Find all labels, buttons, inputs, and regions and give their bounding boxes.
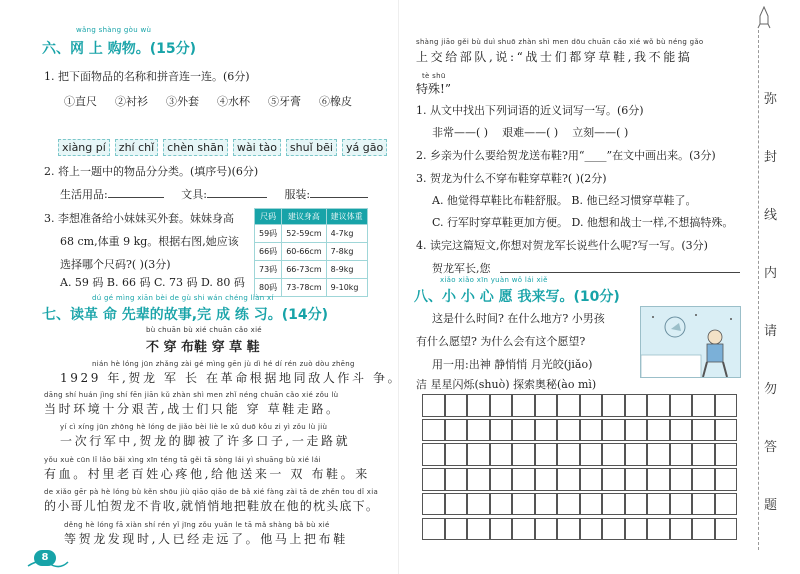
cell: 66码 (255, 243, 282, 261)
grid-cell[interactable] (715, 443, 738, 466)
grid-cell[interactable] (557, 419, 580, 442)
seal-line (758, 30, 759, 550)
grid-cell[interactable] (490, 493, 513, 516)
grid-cell[interactable] (715, 468, 738, 491)
grid-cell[interactable] (625, 518, 648, 541)
pinyin-box: xiàng pí (58, 139, 110, 156)
s8-line3: 用一用:出神 静悄悄 月光皎(jiǎo) (432, 358, 593, 371)
table-row (255, 225, 368, 243)
s6-categories (60, 186, 368, 202)
cell: 8-9kg (326, 261, 367, 279)
synonyms (432, 124, 628, 140)
grid-cell[interactable] (715, 419, 738, 442)
cell: 80码 (255, 279, 282, 297)
grid-cell[interactable] (580, 394, 603, 417)
grid-cell[interactable] (625, 468, 648, 491)
s6-q2: 2. 将上一题中的物品分分类。(填序号)(6分) (44, 165, 259, 178)
pinyin-box: wài tào (233, 139, 281, 156)
grid-cell[interactable] (580, 419, 603, 442)
grid-cell[interactable] (445, 468, 468, 491)
story-line: 有血。村里老百姓心疼他,给他送来一 双 布鞋。来 (44, 467, 370, 481)
table-row (255, 261, 368, 279)
margin-char: 勿 (764, 382, 778, 397)
story-title: 不 穿 布鞋 穿 草 鞋 (146, 340, 260, 355)
grid-cell[interactable] (692, 419, 715, 442)
grid-cell[interactable] (490, 394, 513, 417)
grid-cell[interactable] (535, 468, 558, 491)
size-table (254, 208, 368, 297)
grid-cell[interactable] (580, 493, 603, 516)
grid-cell[interactable] (557, 518, 580, 541)
story-line: 当时环境十分艰苦,战士们只能 穿 草鞋走路。 (44, 402, 341, 416)
grid-cell[interactable] (602, 518, 625, 541)
grid-cell[interactable] (647, 443, 670, 466)
grid-cell[interactable] (535, 518, 558, 541)
grid-cell[interactable] (625, 443, 648, 466)
story-line: 1929 年,贺龙 军 长 在革命根据地同敌人作斗 争。 (60, 371, 403, 385)
grid-cell[interactable] (670, 394, 693, 417)
item-4: ④水杯 (217, 95, 250, 108)
s6-items (64, 93, 352, 109)
grid-cell[interactable] (535, 394, 558, 417)
s7-q3: 3. 贺龙为什么不穿布鞋穿草鞋?( )(2分) (416, 172, 607, 185)
synonym-blank[interactable]: 非常——( ) (432, 126, 489, 139)
grid-cell[interactable] (512, 518, 535, 541)
grid-cell[interactable] (715, 493, 738, 516)
story-title-pinyin: bù chuān bù xié chuān cǎo xié (146, 326, 262, 334)
grid-cell[interactable] (512, 493, 535, 516)
grid-cell[interactable] (670, 518, 693, 541)
grid-cell[interactable] (715, 518, 738, 541)
grid-cell[interactable] (602, 419, 625, 442)
grid-cell[interactable] (445, 419, 468, 442)
margin-char: 线 (764, 208, 778, 223)
size-table-header (255, 209, 368, 225)
page-divider (398, 0, 399, 574)
grid-cell[interactable] (602, 394, 625, 417)
item-2: ②衬衫 (115, 95, 148, 108)
grid-cell[interactable] (625, 419, 648, 442)
grid-cell[interactable] (512, 443, 535, 466)
s6-q3-line2: 68 cm,体重 9 kg。根据右图,她应该 (60, 235, 239, 248)
grid-cell[interactable] (670, 493, 693, 516)
grid-cell[interactable] (490, 518, 513, 541)
grid-cell[interactable] (467, 493, 490, 516)
cell: 60-66cm (282, 243, 326, 261)
grid-cell[interactable] (580, 443, 603, 466)
grid-cell[interactable] (692, 468, 715, 491)
grid-cell[interactable] (535, 493, 558, 516)
cell: 4-7kg (326, 225, 367, 243)
cell: 7-8kg (326, 243, 367, 261)
grid-cell[interactable] (535, 443, 558, 466)
grid-cell[interactable] (422, 419, 445, 442)
story-line: 等贺龙发现时,人已经走远了。他马上把布鞋 (64, 532, 348, 546)
pinyin-boxes (58, 136, 392, 156)
cell: 59码 (255, 225, 282, 243)
grid-cell[interactable] (557, 493, 580, 516)
item-3: ③外套 (166, 95, 199, 108)
grid-cell[interactable] (692, 443, 715, 466)
grid-cell[interactable] (647, 394, 670, 417)
section8-title: 八、小 小 心 愿 我来写。(10分) (414, 289, 620, 305)
s7-q3-options-cd: C. 行军时穿草鞋更加方便。 D. 他想和战士一样,不想搞特殊。 (432, 216, 734, 229)
section6-pinyin: wǎng shàng gòu wù (76, 26, 152, 34)
grid-cell[interactable] (422, 394, 445, 417)
grid-cell[interactable] (602, 443, 625, 466)
grid-cell[interactable] (580, 518, 603, 541)
grid-cell[interactable] (467, 443, 490, 466)
pinyin-box: chèn shān (163, 139, 228, 156)
answer-blank[interactable] (310, 197, 368, 198)
cont-pinyin: tè shū (422, 72, 446, 80)
grid-cell[interactable] (625, 394, 648, 417)
s8-line2: 有什么愿望? 为什么会有这个愿望? (416, 335, 586, 348)
grid-cell[interactable] (602, 493, 625, 516)
cat-daily: 生活用品: (60, 188, 108, 201)
item-6: ⑥橡皮 (319, 95, 352, 108)
grid-cell[interactable] (692, 493, 715, 516)
cell: 73-78cm (282, 279, 326, 297)
synonym-blank[interactable]: 立刻——( ) (572, 126, 629, 139)
s6-q3-line1: 3. 李想准备给小妹妹买外套。妹妹身高 (44, 212, 234, 225)
grid-cell[interactable] (715, 394, 738, 417)
pinyin-box: zhí chǐ (115, 139, 158, 156)
grid-cell[interactable] (535, 419, 558, 442)
grid-cell[interactable] (647, 518, 670, 541)
story-line: 的小哥儿怕贺龙不肯收,就悄悄地把鞋放在他的枕头底下。 (44, 499, 380, 513)
pinyin-box: yá gāo (342, 139, 387, 156)
section7-pinyin: dú gé mìng xiān bèi de gù shi wán chéng liàn xí (92, 294, 274, 302)
cell: 66-73cm (282, 261, 326, 279)
cont-line: 特殊!” (416, 82, 451, 96)
cont-line: 上交给部队,说:“战士们都穿草鞋,我不能搞 (416, 50, 693, 64)
grid-cell[interactable] (467, 394, 490, 417)
col-header: 建议身高 (282, 209, 326, 225)
page-number: 8 (34, 550, 56, 566)
story-pinyin: de xiǎo gēr pà hè lóng bù kěn shōu jiù qiāo qiāo de bǎ xié fàng zài tā de zhěn tou dǐ xia (44, 488, 379, 496)
grid-cell[interactable] (422, 468, 445, 491)
s7-q4: 4. 读完这篇短文,你想对贺龙军长说些什么呢?写一写。(3分) (416, 239, 708, 252)
grid-cell[interactable] (445, 394, 468, 417)
grid-cell[interactable] (422, 518, 445, 541)
margin-char: 内 (764, 266, 778, 281)
grid-cell[interactable] (647, 419, 670, 442)
cat-stationery: 文具: (181, 188, 207, 201)
item-5: ⑤牙膏 (268, 95, 301, 108)
margin-char: 请 (764, 324, 778, 339)
margin-char: 封 (764, 150, 778, 165)
s7-q3-options-ab: A. 他觉得草鞋比布鞋舒服。 B. 他已经习惯穿草鞋了。 (432, 194, 697, 207)
s6-q3-line3: 选择哪个尺码?( )(3分) (60, 258, 171, 271)
grid-cell[interactable] (602, 468, 625, 491)
cell: 73码 (255, 261, 282, 279)
s6-q3-options: A. 59 码 B. 66 码 C. 73 码 D. 80 码 (60, 276, 245, 289)
grid-cell[interactable] (490, 419, 513, 442)
margin-char: 弥 (764, 92, 778, 107)
grid-cell[interactable] (647, 468, 670, 491)
s6-q1: 1. 把下面物品的名称和拼音连一连。(6分) (44, 70, 250, 83)
answer-blank[interactable] (108, 197, 164, 198)
grid-cell[interactable] (445, 493, 468, 516)
s8-line4: 洁 星星闪烁(shuò) 探索奥秘(ào mì) (416, 378, 597, 391)
grid-cell[interactable] (557, 443, 580, 466)
grid-cell[interactable] (467, 468, 490, 491)
s7-q2: 2. 乡亲为什么要给贺龙送布鞋?用“____”在文中画出来。(3分) (416, 149, 716, 162)
grid-cell[interactable] (692, 394, 715, 417)
grid-cell[interactable] (625, 493, 648, 516)
story-line: 一次行军中,贺龙的脚被了许多口子,一走路就 (60, 434, 351, 448)
story-pinyin: yǒu xuè cūn lǐ lǎo bǎi xìng xīn téng tā gěi tā sòng lái yì shuāng bù xié lái (44, 456, 321, 464)
cat-clothes: 服装: (284, 188, 311, 201)
col-header: 建议体重 (326, 209, 367, 225)
table-row (255, 243, 368, 261)
cont-pinyin: shàng jiāo gěi bù duì shuō zhàn shì men dōu chuān cǎo xié wǒ bù néng gǎo (416, 38, 704, 46)
col-header: 尺码 (255, 209, 282, 225)
grid-cell[interactable] (670, 468, 693, 491)
grid-cell[interactable] (445, 443, 468, 466)
night-window-illustration-icon (641, 307, 741, 378)
grid-cell[interactable] (467, 518, 490, 541)
pinyin-box: shuǐ bēi (286, 139, 337, 156)
grid-cell[interactable] (422, 493, 445, 516)
margin-char: 题 (764, 498, 778, 513)
grid-cell[interactable] (467, 419, 490, 442)
grid-cell[interactable] (512, 468, 535, 491)
grid-cell[interactable] (512, 419, 535, 442)
grid-cell[interactable] (557, 468, 580, 491)
grid-cell[interactable] (670, 419, 693, 442)
grid-cell[interactable] (670, 443, 693, 466)
story-pinyin: děng hè lóng fā xiàn shí rén yǐ jīng zǒu yuǎn le tā mǎ shàng bǎ bù xié (64, 521, 330, 529)
grid-cell[interactable] (580, 468, 603, 491)
section7-title: 七、读革 命 先辈的故事,完 成 练 习。(14分) (42, 307, 328, 323)
section6-title: 六、网 上 购物。(15分) (42, 41, 197, 57)
cell: 52-59cm (282, 225, 326, 243)
grid-cell[interactable] (490, 468, 513, 491)
grid-cell[interactable] (422, 443, 445, 466)
section8-pinyin: xiǎo xiǎo xīn yuàn wǒ lái xiě (440, 276, 548, 284)
synonym-blank[interactable]: 艰难——( ) (502, 126, 559, 139)
grid-cell[interactable] (692, 518, 715, 541)
answer-blank[interactable] (207, 197, 267, 198)
story-pinyin: nián hè lóng jūn zhǎng zài gé mìng gēn jù dì hé dí rén zuò dòu zhēng (92, 360, 355, 368)
grid-cell[interactable] (647, 493, 670, 516)
boy-stargazing-illustration (640, 306, 741, 378)
grid-cell[interactable] (557, 394, 580, 417)
cell: 9-10kg (326, 279, 367, 297)
rocket-icon (757, 6, 771, 30)
item-1: ①直尺 (64, 95, 97, 108)
s7-q1: 1. 从文中找出下列词语的近义词写一写。(6分) (416, 104, 644, 117)
margin-char: 答 (764, 440, 778, 455)
story-pinyin: yí cì xíng jūn zhōng hè lóng de jiǎo bèi liè le xǔ duō kǒu zi yì zǒu lù jiù (60, 423, 328, 431)
answer-line[interactable] (500, 272, 740, 273)
grid-cell[interactable] (490, 443, 513, 466)
grid-cell[interactable] (445, 518, 468, 541)
story-pinyin: dāng shí huán jìng shí fēn jiān kǔ zhàn shì men zhǐ néng chuān cǎo xié zǒu lù (44, 391, 339, 399)
s7-q4-prompt: 贺龙军长,您 (432, 262, 491, 275)
grid-cell[interactable] (512, 394, 535, 417)
s8-line1: 这是什么时间? 在什么地方? 小男孩 (432, 312, 605, 325)
swirl-decoration-icon (26, 556, 70, 570)
